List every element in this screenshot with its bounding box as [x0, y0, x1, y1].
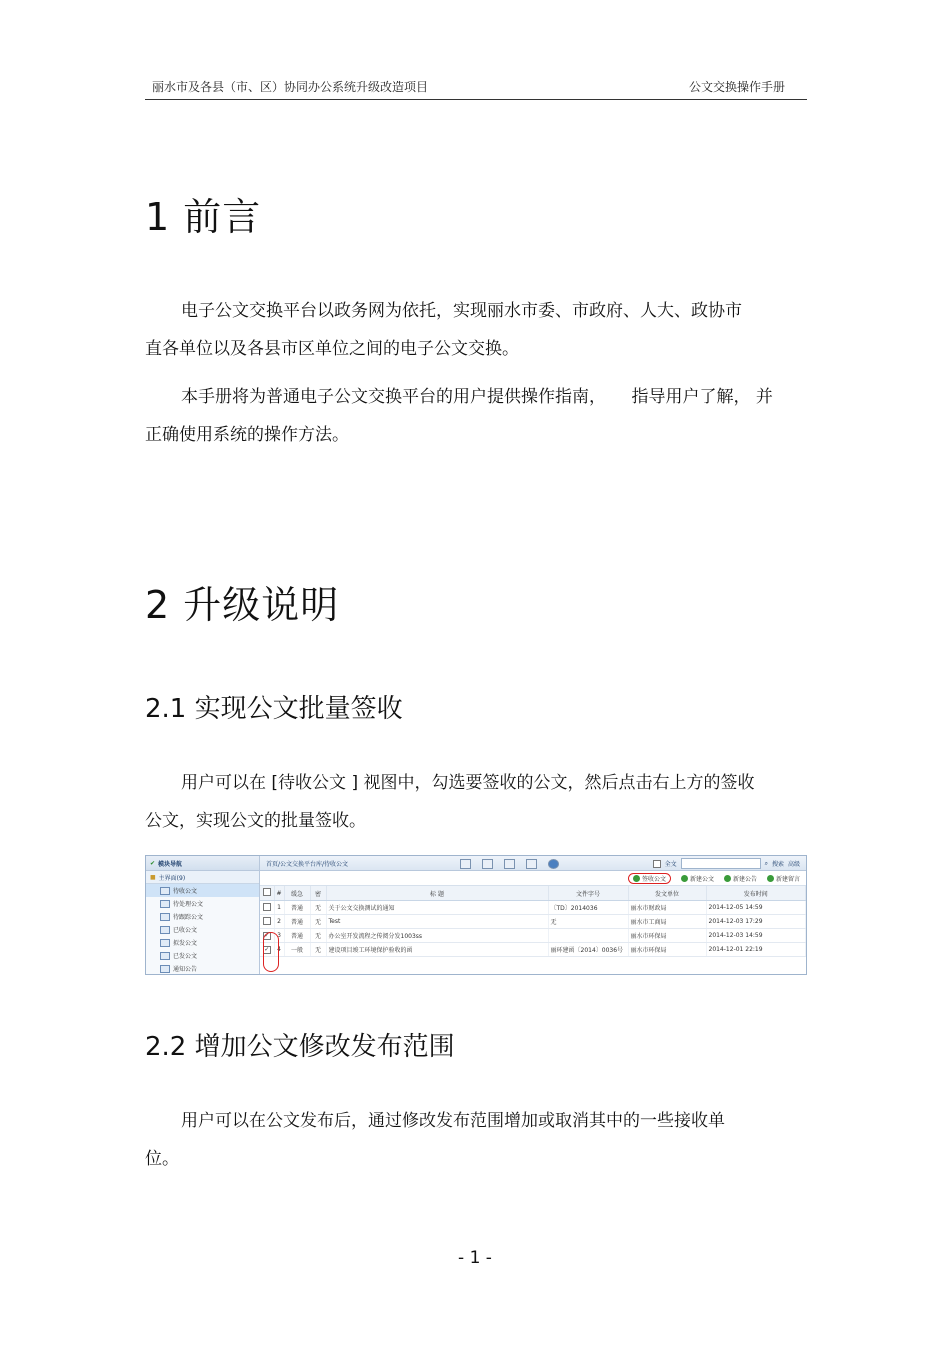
- row-checkbox[interactable]: ✓: [264, 945, 270, 953]
- urgency-cell: 普通: [284, 901, 310, 915]
- sidebar-item-label: 待跟踪公文: [173, 914, 204, 921]
- publish-time-cell: 2014-12-01 22:19: [706, 943, 806, 957]
- row-number: 1: [274, 901, 284, 915]
- text-line: 用户可以在 [待收公文 ] 视图中，勾选要签收的公文，然后点击右上方的签收: [181, 773, 755, 793]
- new-message-button[interactable]: [767, 874, 800, 883]
- row-checkbox[interactable]: [263, 903, 271, 911]
- breadcrumb: [260, 856, 806, 871]
- search-icon[interactable]: ⌕: [764, 859, 768, 867]
- row-number: 2: [274, 915, 284, 929]
- document-icon: [160, 926, 170, 934]
- text-line: 本手册将为普通电子公文交换平台的用户提供操作指南， 指导用户了解， 并: [181, 387, 773, 407]
- button-label: 签收公文: [641, 875, 666, 883]
- sidebar-item-sent[interactable]: [146, 949, 259, 962]
- row-checkbox[interactable]: ✓: [264, 931, 270, 939]
- section1-paragraph-1: [145, 292, 807, 368]
- issuing-unit-cell: 丽水市财政局: [628, 901, 706, 915]
- secrecy-cell: 无: [310, 929, 326, 943]
- print-icon[interactable]: [504, 859, 515, 869]
- document-icon: [160, 887, 170, 895]
- secrecy-cell: 无: [310, 915, 326, 929]
- sidebar-item-drafts[interactable]: [146, 936, 259, 949]
- help-icon[interactable]: [548, 859, 559, 869]
- check-icon: ✔: [150, 859, 156, 867]
- sidebar-item-label: 通知公告: [173, 966, 198, 973]
- sidebar-item-pending-track[interactable]: [146, 910, 259, 923]
- text-line: 正确使用系统的操作方法。: [145, 425, 349, 445]
- secrecy-cell: 无: [310, 943, 326, 957]
- folder-icon: ■: [150, 873, 156, 881]
- sidebar-item-pending-receive[interactable]: [146, 884, 259, 897]
- publish-time-cell: 2014-12-03 17:29: [706, 915, 806, 929]
- row-checkbox-cell[interactable]: [260, 901, 274, 915]
- module-navigation-sidebar: [146, 856, 260, 974]
- page-number: - 1 -: [458, 1248, 492, 1268]
- document-icon: [160, 952, 170, 960]
- column-header[interactable]: 发文单位: [628, 886, 706, 901]
- sidebar-item-label: 待收公文: [173, 888, 198, 895]
- text-line: 位。: [145, 1149, 179, 1169]
- subsection-2-2-paragraph: [145, 1102, 807, 1178]
- main-panel: [260, 856, 806, 974]
- window-icon[interactable]: [526, 859, 537, 869]
- subsection-2-1-heading: 2.1 实现公文批量签收: [145, 694, 403, 724]
- column-header[interactable]: 发布时间: [706, 886, 806, 901]
- sidebar-item-label: 拟发公文: [173, 940, 198, 947]
- text-line: 公文，实现公文的批量签收。: [145, 811, 366, 831]
- selection-highlight-ring: [263, 932, 279, 972]
- section2-heading: 2 升级说明: [145, 583, 340, 627]
- row-checkbox[interactable]: [263, 917, 271, 925]
- column-header: #: [274, 886, 284, 901]
- title-cell[interactable]: Test: [326, 915, 548, 929]
- publish-time-cell: 2014-12-05 14:59: [706, 901, 806, 915]
- title-cell[interactable]: 办公室开发流程之传阅分发1003ss: [326, 929, 548, 943]
- fulltext-label: 全文: [664, 861, 677, 868]
- table-header-row: [260, 886, 806, 901]
- button-label: 新建留言: [775, 875, 800, 883]
- document-number-cell: [548, 929, 628, 943]
- column-header[interactable]: 标 题: [326, 886, 548, 901]
- issuing-unit-cell: 丽水市环保局: [628, 929, 706, 943]
- section1-paragraph-2: [145, 378, 807, 454]
- home-icon[interactable]: [460, 859, 471, 869]
- table-row[interactable]: [260, 943, 806, 957]
- table-row[interactable]: [260, 929, 806, 943]
- text-line: 直各单位以及各县市区单位之间的电子公文交换。: [145, 339, 519, 359]
- sidebar-item-pending-process[interactable]: [146, 897, 259, 910]
- urgency-cell: 普通: [284, 915, 310, 929]
- sidebar-item-notices[interactable]: [146, 962, 259, 975]
- sidebar-item-label: 待处理公文: [173, 901, 204, 908]
- subsection-2-2-heading: 2.2 增加公文修改发布范围: [145, 1032, 455, 1062]
- sidebar-group-label: 主界面(9): [158, 874, 186, 882]
- subsection-2-1-paragraph: [145, 764, 807, 840]
- secrecy-cell: 无: [310, 901, 326, 915]
- document-icon: [160, 900, 170, 908]
- sidebar-item-label: 已发公文: [173, 953, 198, 960]
- page-header-right: 公文交换操作手册: [688, 80, 785, 94]
- table-row[interactable]: [260, 901, 806, 915]
- search-area: [653, 858, 800, 869]
- new-notice-button[interactable]: [724, 874, 757, 883]
- search-button[interactable]: 搜索: [771, 861, 784, 868]
- page-header-left: 丽水市及各县（市、区）协同办公系统升级改造项目: [152, 80, 429, 94]
- section1-heading: 1 前言: [145, 195, 262, 239]
- urgency-cell: 一般: [284, 943, 310, 957]
- document-table: [260, 886, 806, 957]
- document-number-cell: 无: [548, 915, 628, 929]
- add-icon: [724, 875, 731, 882]
- select-all-header[interactable]: [260, 886, 274, 901]
- text-line: 电子公文交换平台以政务网为依托，实现丽水市委、市政府、人大、政协市: [181, 301, 742, 321]
- add-icon: [633, 875, 640, 882]
- document-icon: [160, 913, 170, 921]
- row-number: 3: [274, 929, 284, 943]
- column-header[interactable]: 文件字号: [548, 886, 628, 901]
- title-cell[interactable]: 关于公文交换测试的通知: [326, 901, 548, 915]
- button-label: 新建公告: [732, 875, 757, 883]
- screenshot-figure: [145, 855, 807, 975]
- fulltext-checkbox[interactable]: [653, 860, 661, 868]
- sign-receive-button[interactable]: [628, 873, 671, 884]
- document-number-cell: 〔TD〕2014036: [548, 901, 628, 915]
- column-header[interactable]: 缓急: [284, 886, 310, 901]
- row-number: 4: [274, 943, 284, 957]
- add-icon: [681, 875, 688, 882]
- sidebar-group[interactable]: [146, 871, 259, 884]
- title-cell[interactable]: 建设项目竣工环境保护验收的函: [326, 943, 548, 957]
- sidebar-title-label: 模块导航: [158, 860, 183, 868]
- header-rule: [145, 99, 807, 100]
- document-icon: [160, 939, 170, 947]
- sidebar-title: [146, 856, 259, 871]
- document-number-cell: 丽环建函〔2014〕0036号: [548, 943, 628, 957]
- document-icon: [160, 965, 170, 973]
- issuing-unit-cell: 丽水市工商局: [628, 915, 706, 929]
- issuing-unit-cell: 丽水市环保局: [628, 943, 706, 957]
- sidebar-item-received[interactable]: [146, 923, 259, 936]
- refresh-icon[interactable]: [482, 859, 493, 869]
- sidebar-item-label: 已收公文: [173, 927, 198, 934]
- new-document-button[interactable]: [681, 874, 714, 883]
- advanced-search-button[interactable]: 高级: [787, 861, 800, 868]
- table-row[interactable]: [260, 915, 806, 929]
- add-icon: [767, 875, 774, 882]
- column-header[interactable]: 密: [310, 886, 326, 901]
- row-checkbox-cell[interactable]: [260, 915, 274, 929]
- select-all-checkbox[interactable]: [263, 888, 271, 896]
- search-input[interactable]: [681, 858, 761, 869]
- text-line: 用户可以在公文发布后，通过修改发布范围增加或取消其中的一些接收单: [181, 1111, 725, 1131]
- action-toolbar: [260, 871, 806, 886]
- publish-time-cell: 2014-12-03 14:59: [706, 929, 806, 943]
- button-label: 新建公文: [689, 875, 714, 883]
- urgency-cell: 普通: [284, 929, 310, 943]
- breadcrumb-text: 首页/公文交换平台库/待收公文: [266, 860, 349, 868]
